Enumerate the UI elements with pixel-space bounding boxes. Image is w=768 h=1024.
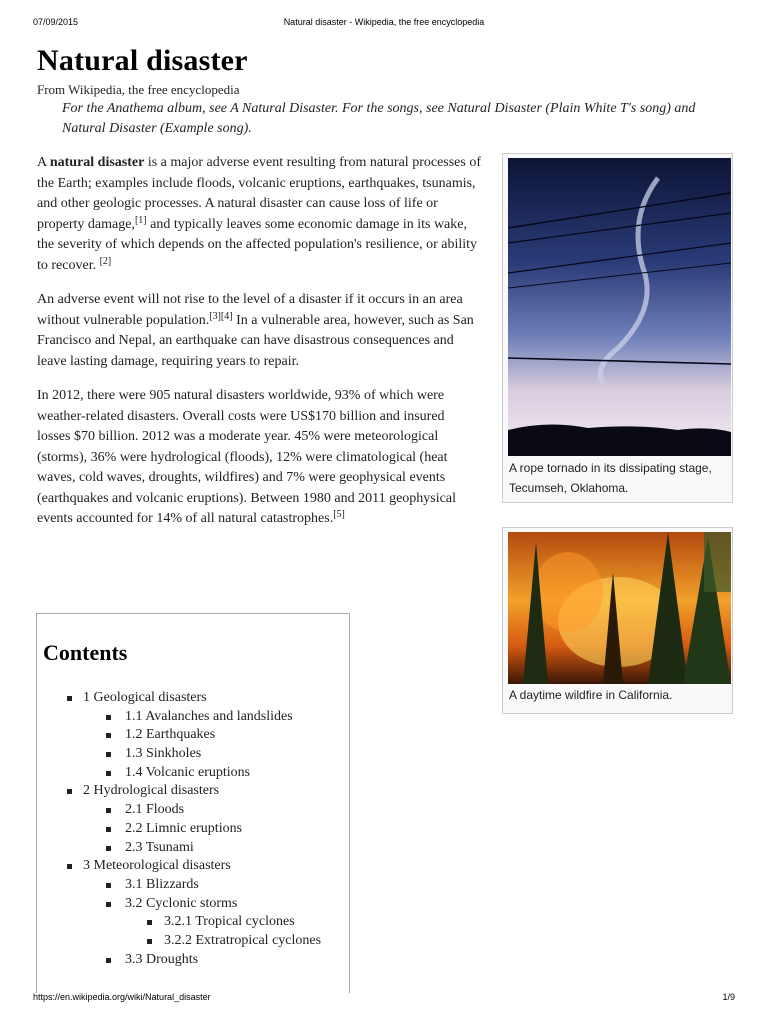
- figure-caption: A daytime wildfire in California.: [509, 688, 673, 702]
- toc-item-label[interactable]: 1.4 Volcanic eruptions: [125, 764, 251, 780]
- print-url: https://en.wikipedia.org/wiki/Natural_disaster: [33, 992, 211, 1002]
- figure-wildfire: [502, 527, 733, 714]
- toc-item[interactable]: [37, 708, 351, 727]
- text-run: is a major adverse event resulting from natural processes of the Earth; examples include floods, volcanic eruptions, earthquakes, tsunamis, and other geologic processes. A natural disaster can cause loss of life or property damage,: [37, 155, 482, 232]
- print-page-number: 1/9: [722, 992, 735, 1002]
- toc-item[interactable]: [37, 895, 351, 914]
- toc-item-label[interactable]: 1.2 Earthquakes: [125, 727, 216, 743]
- toc-item-label[interactable]: 1 Geological disasters: [83, 690, 207, 705]
- article-body: [37, 153, 481, 544]
- toc-item[interactable]: [37, 951, 351, 970]
- reference-link[interactable]: [1]: [134, 214, 147, 226]
- toc-item[interactable]: [37, 913, 351, 932]
- bullet-icon: [106, 752, 111, 757]
- bullet-icon: [106, 733, 111, 738]
- toc-item[interactable]: [37, 932, 351, 951]
- page-title: Natural disaster: [37, 44, 248, 77]
- bullet-icon: [106, 827, 111, 832]
- bullet-icon: [106, 808, 111, 813]
- bullet-icon: [106, 771, 111, 776]
- toc-item-label[interactable]: 1.1 Avalanches and landslides: [125, 708, 293, 724]
- toc-item[interactable]: [37, 726, 351, 745]
- bullet-icon: [147, 920, 152, 925]
- toc-item[interactable]: [37, 801, 351, 820]
- toc-item-label[interactable]: 2.3 Tsunami: [125, 839, 194, 855]
- paragraph-statistics: [37, 386, 481, 530]
- print-doc-title: Natural disaster - Wikipedia, the free encyclopedia: [283, 17, 485, 27]
- text-run: In 2012, there were 905 natural disasters worldwide, 93% of which were weather-related disasters. Overall costs were US$170 billion and insured losses $70 billion. 2012 was a moderate year. 45% were meteorological (storms), 36% were hydrological (floods), 12% were climatological (heat waves, cold waves, droughts, wildfires) and 7% were geophysical events (earthquakes and volcanic eruptions). Between 1980 and 2011 geophysical events accounted for 14% of all natural catastrophes.: [37, 388, 456, 526]
- toc-item[interactable]: [37, 764, 351, 783]
- figure-tornado: [502, 153, 733, 503]
- reference-link[interactable]: [2]: [99, 255, 112, 267]
- bullet-icon: [147, 939, 152, 944]
- bold-term: natural disaster: [49, 155, 145, 170]
- toc-item[interactable]: [37, 782, 351, 801]
- bullet-icon: [106, 902, 111, 907]
- toc-item-label[interactable]: 3.2.1 Tropical cyclones: [164, 914, 295, 930]
- reference-link[interactable]: [3][4]: [209, 310, 233, 322]
- tornado-illustration: [508, 158, 731, 456]
- text-run: In a vulnerable area, however, such as San Francisco and Nepal, an earthquake can have disastrous consequences and leave lasting damage, requiring years to repair.: [37, 312, 474, 369]
- toc-item-label[interactable]: 3 Meteorological disasters: [83, 858, 231, 874]
- toc-item-label[interactable]: 3.3 Droughts: [125, 951, 199, 967]
- toc-item-label[interactable]: 2.2 Limnic eruptions: [125, 820, 243, 836]
- paragraph-vulnerability: [37, 290, 481, 372]
- hatnote: For the Anathema album, see A Natural Disaster. For the songs, see Natural Disaster (Plain White T's song) and Natural Disaster (Example song).: [62, 101, 696, 136]
- toc-item-label[interactable]: 3.2.2 Extratropical cyclones: [164, 932, 322, 948]
- reference-link[interactable]: [5]: [333, 509, 345, 520]
- toc-item[interactable]: [37, 857, 351, 876]
- text-run: A: [37, 155, 50, 170]
- figure-caption: A rope tornado in its dissipating stage, Tecumseh, Oklahoma.: [509, 461, 712, 495]
- toc-item[interactable]: [37, 876, 351, 895]
- toc-item-label[interactable]: 3.1 Blizzards: [125, 876, 199, 892]
- text-run: and typically leaves some economic damage in its wake, the severity of which depends on the affected population's resilience, or ability to recover.: [37, 216, 478, 273]
- toc-item-label[interactable]: 1.3 Sinkholes: [125, 746, 202, 762]
- table-of-contents: [36, 613, 350, 993]
- bullet-icon: [106, 883, 111, 888]
- tornado-image[interactable]: [508, 158, 731, 456]
- toc-item[interactable]: [37, 820, 351, 839]
- bullet-icon: [106, 715, 111, 720]
- toc-title: Contents: [43, 640, 128, 665]
- bullet-icon: [67, 789, 72, 794]
- toc-list: [37, 689, 351, 969]
- toc-item-label[interactable]: 2.1 Floods: [125, 802, 185, 818]
- print-date: 07/09/2015: [33, 17, 79, 27]
- toc-item-label[interactable]: 3.2 Cyclonic storms: [125, 895, 238, 911]
- toc-item-label[interactable]: 2 Hydrological disasters: [83, 783, 220, 799]
- toc-item[interactable]: [37, 689, 351, 708]
- wildfire-image[interactable]: [508, 532, 731, 684]
- toc-item[interactable]: [37, 839, 351, 858]
- site-subtitle: From Wikipedia, the free encyclopedia: [37, 82, 240, 97]
- bullet-icon: [106, 846, 111, 851]
- text-run: An adverse event will not rise to the level of a disaster if it occurs in an area without vulnerable population.: [37, 292, 463, 328]
- bullet-icon: [106, 958, 111, 963]
- paragraph-intro: [37, 153, 481, 276]
- bullet-icon: [67, 696, 72, 701]
- wildfire-illustration: [508, 532, 731, 684]
- bullet-icon: [67, 864, 72, 869]
- toc-item[interactable]: [37, 745, 351, 764]
